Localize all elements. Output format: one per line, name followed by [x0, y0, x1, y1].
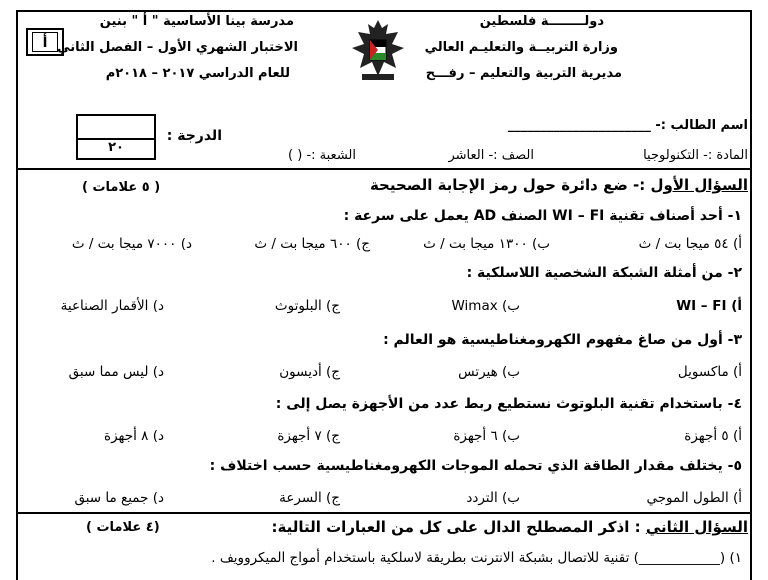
q2-option-c: ج) البلوتوث: [274, 298, 340, 314]
q5-option-b: ب) التردد: [466, 490, 520, 506]
q1-option-c: ج) ٦٠٠ ميجا بت / ث: [254, 236, 370, 252]
page-border-right: [750, 10, 752, 580]
q5-option-c: ج) السرعة: [279, 490, 340, 506]
form-letter: أ: [32, 32, 58, 52]
grade-box: [76, 114, 156, 160]
header-exam: الاختبار الشهري الأول – الفصل الثاني: [57, 40, 298, 55]
grade-label: الدرجة :: [166, 128, 222, 144]
header-ministry: وزارة التربيــة والتعليـم العالي: [424, 40, 618, 55]
q2-option-d: د) الأقمار الصناعية: [60, 298, 164, 314]
question-4: ٤- باستخدام تقنية البلوتوث نستطيع ربط عدد من الأجهزة يصل إلى :: [275, 396, 742, 412]
q3-option-a: أ) ماكسويل: [677, 364, 742, 380]
page-border-left: [16, 10, 18, 580]
q2-option-a: أ) WI – FI: [676, 298, 742, 314]
question-5: ٥- يختلف مقدار الطاقة الذي تحمله الموجات الكهرومغناطيسية حسب اختلاف :: [209, 458, 742, 474]
question-3: ٣- أول من صاغ مفهوم الكهرومغناطيسية هو العالم :: [383, 332, 742, 348]
q5-option-d: د) جميع ما سبق: [74, 490, 164, 506]
q2-option-b: ب) Wimax: [451, 298, 520, 314]
grade-total: ٢٠: [108, 140, 124, 155]
header-country: دولــــــــة فلسطين: [479, 14, 604, 29]
q4-option-d: د) ٨ أجهزة: [104, 428, 164, 444]
class-label: الصف :- العاشر: [448, 148, 534, 163]
subject-label: المادة :- التكنولوجيا: [643, 148, 748, 163]
student-name-label: اسم الطالب :- ______________________: [507, 118, 748, 133]
section2-marks: (٤ علامات ): [86, 520, 160, 535]
section1-title: السؤال الأول: [650, 176, 748, 194]
form-letter-box: [26, 28, 64, 56]
header-school: مدرسة بينا الأساسية " أ " بنين: [99, 14, 294, 29]
q3-option-d: د) ليس مما سبق: [68, 364, 164, 380]
section2-heading: [272, 518, 749, 536]
q1-option-b: ب) ١٣٠٠ ميجا بت / ث: [423, 236, 550, 252]
q4-option-c: ج) ٧ أجهزة: [277, 428, 340, 444]
q5-option-a: أ) الطول الموجي: [646, 490, 742, 506]
divider-header: [18, 168, 750, 170]
section2-title: السؤال الثاني: [645, 518, 748, 536]
header-year: للعام الدراسي ٢٠١٧ – ٢٠١٨م: [105, 66, 290, 81]
question-2: ٢- من أمثلة الشبكة الشخصية اللاسلكية :: [466, 265, 742, 281]
section-label: الشعبة :- ( ): [288, 148, 356, 163]
palestine-emblem-icon: [348, 14, 408, 84]
section2-item-1: ١) (____________) تقنية للاتصال بشبكة الانترنت بطريقة لاسلكية باستخدام أمواج الميكروويف .: [211, 550, 742, 566]
question-1: ١- أحد أصناف تقنية WI – FI الصنف AD يعمل على سرعة :: [343, 208, 742, 224]
header-directorate: مديرية التربية والتعليم – رفـــح: [425, 66, 622, 81]
section1-heading: [370, 176, 748, 194]
q4-option-a: أ) ٥ أجهزة: [684, 428, 742, 444]
q3-option-c: ج) أديسون: [279, 364, 340, 380]
q1-option-a: أ) ٥٤ ميجا بت / ث: [638, 236, 742, 252]
section1-marks: ( ٥ علامات ): [82, 180, 161, 195]
page-border-top: [16, 10, 752, 12]
q1-option-d: د) ٧٠٠٠ ميجا بت / ث: [71, 236, 192, 252]
divider-section: [18, 512, 750, 514]
q4-option-b: ب) ٦ أجهزة: [453, 428, 520, 444]
section1-instruction: :- ضع دائرة حول رمز الإجابة الصحيحة: [369, 176, 646, 194]
q3-option-b: ب) هيرتس: [458, 364, 520, 380]
section2-instruction: : اذكر المصطلح الدال على كل من العبارات التالية:: [271, 518, 641, 536]
